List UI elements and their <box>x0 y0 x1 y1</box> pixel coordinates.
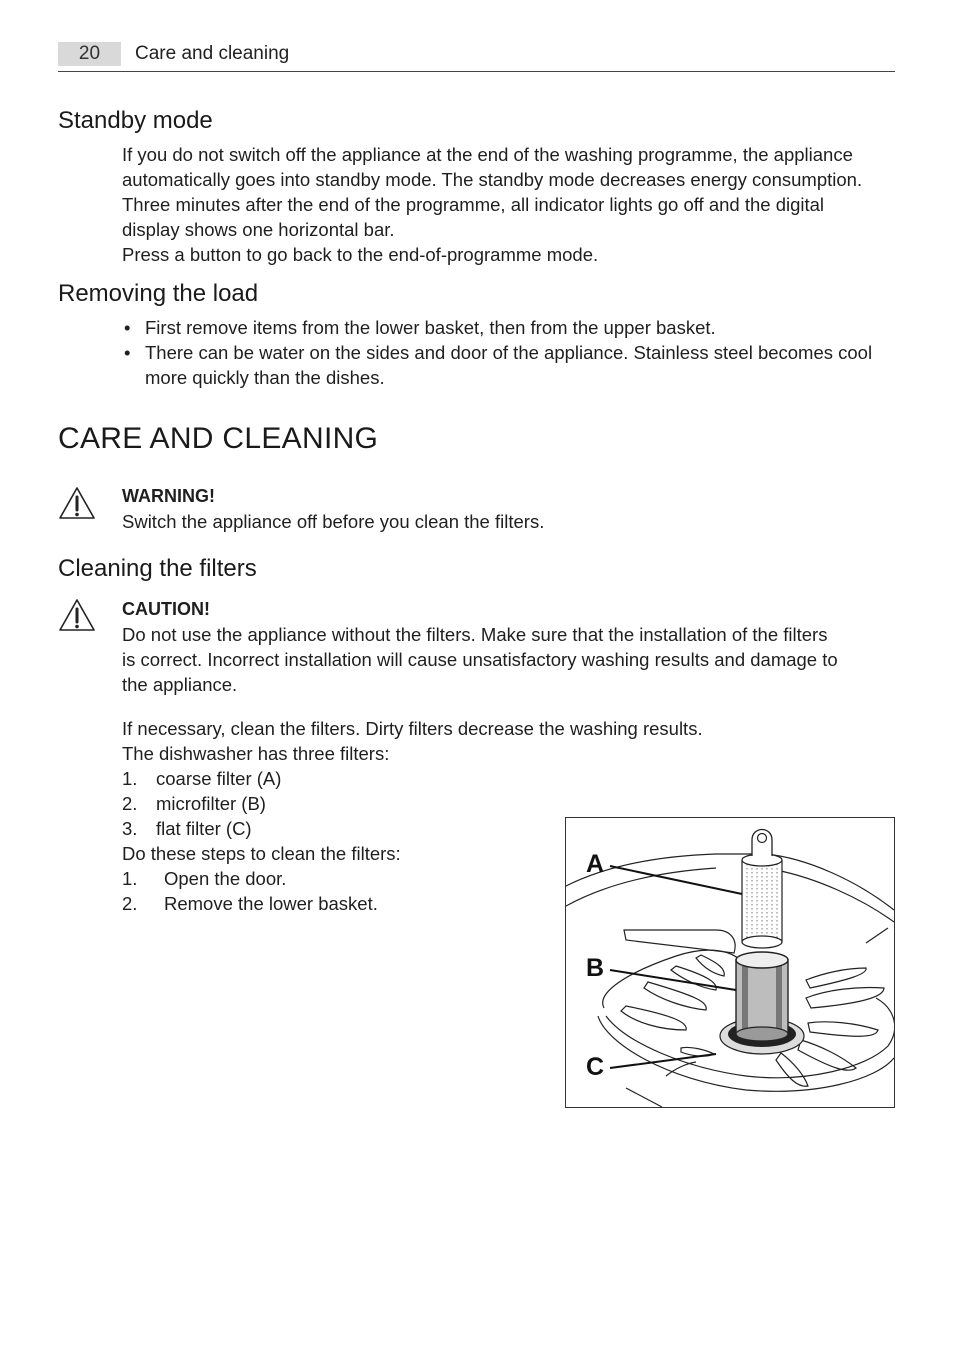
list-item: 1. Open the door. <box>122 868 287 889</box>
bullet-icon: • <box>124 317 131 338</box>
bullet-icon: • <box>124 342 131 363</box>
caution-line: Do not use the appliance without the filters. Make sure that the installation of the filters <box>122 624 828 645</box>
list-item: 3. flat filter (C) <box>122 818 252 839</box>
standby-line: automatically goes into standby mode. The standby mode decreases energy consumption. <box>122 169 863 190</box>
steps-intro: Do these steps to clean the filters: <box>122 843 401 864</box>
standby-line: Three minutes after the end of the programme, all indicator lights go off and the digital <box>122 194 825 215</box>
warning-triangle-icon <box>58 486 96 520</box>
intro-line: The dishwasher has three filters: <box>122 743 390 764</box>
filter-illustration <box>565 817 895 1108</box>
caution-triangle-icon <box>58 598 96 632</box>
standby-line: Press a button to go back to the end-of-programme mode. <box>122 244 599 265</box>
filters-intro <box>122 716 897 766</box>
page-number: 20 <box>58 42 121 66</box>
intro-line: If necessary, clean the filters. Dirty filters decrease the washing results. <box>122 718 703 739</box>
filter-list <box>122 766 281 841</box>
running-section-title: Care and cleaning <box>135 43 290 64</box>
label-b: B <box>586 954 605 982</box>
caution-block <box>122 597 897 697</box>
standby-line: If you do not switch off the appliance at the end of the washing programme, the appliance <box>122 144 853 165</box>
warning-text: Switch the appliance off before you clean the filters. <box>122 511 545 532</box>
list-item <box>122 340 897 390</box>
bullet-line: There can be water on the sides and door of the appliance. Stainless steel becomes cool <box>145 342 873 363</box>
removing-heading: Removing the load <box>58 280 259 307</box>
caution-line: the appliance. <box>122 674 238 695</box>
page-header <box>58 40 895 72</box>
section-title: CARE AND CLEANING <box>58 422 379 455</box>
caution-label: CAUTION! <box>122 599 210 619</box>
list-item: 1. coarse filter (A) <box>122 768 282 789</box>
list-item: 2. Remove the lower basket. <box>122 893 378 914</box>
bullet-line: First remove items from the lower basket, then from the upper basket. <box>145 317 716 338</box>
warning-block <box>122 484 897 534</box>
removing-bullet-list <box>122 315 897 390</box>
list-item <box>122 315 897 340</box>
filter-drawing <box>566 818 894 1107</box>
label-a: A <box>586 850 605 878</box>
warning-label: WARNING! <box>122 486 215 506</box>
standby-heading: Standby mode <box>58 107 213 134</box>
caution-line: is correct. Incorrect installation will cause unsatisfactory washing results and damage to <box>122 649 838 670</box>
list-item: 2. microfilter (B) <box>122 793 266 814</box>
label-c: C <box>586 1053 605 1081</box>
bullet-line: more quickly than the dishes. <box>145 367 385 388</box>
steps-list <box>122 866 378 916</box>
filters-heading: Cleaning the filters <box>58 555 257 582</box>
standby-paragraph <box>122 142 897 267</box>
standby-line: display shows one horizontal bar. <box>122 219 395 240</box>
